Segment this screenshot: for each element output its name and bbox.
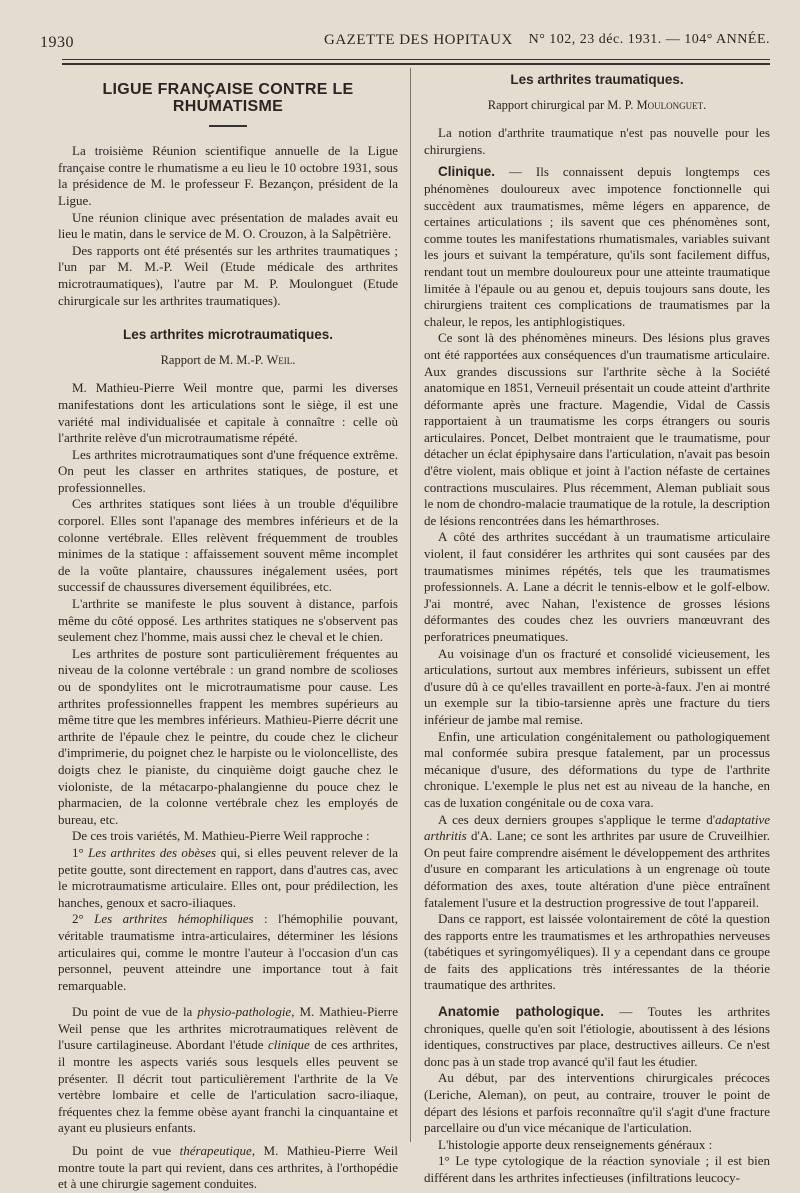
section-title: Les arthrites microtraumatiques. (122, 327, 334, 343)
header-rule-thick (62, 63, 770, 65)
paragraph: L'histologie apporte deux renseignements généraux : (438, 1136, 713, 1152)
byline-author: Weil. (266, 352, 296, 367)
byline-prefix: Rapport chirurgical par M. P. (487, 97, 634, 112)
section-title: Les arthrites traumatiques. (510, 72, 684, 87)
paragraph: A côté des arthrites succédant à un traumatisme articulaire violent, il faut considérer les arthrites qui sont causées par des traumatismes minimes répétés, tels que les traumatismes professionnels. A. Lane a décrit le tennis-elbow et le golf-elbow. J'ai montré, avec Nahan, l'existence de grosses lésions déformantes des coudes chez les ouvriers manœuvrant des perforatrices pneumatiques. (424, 529, 770, 644)
paragraph: Anatomie pathologique. — Toutes les arthrites chroniques, quelle qu'en soit l'étiologie, aboutissent à des lésions identiques, constructives par place, destructives ailleurs. Ce n'est donc pas à un stade trop avancé qu'il faut les étudier. (424, 1004, 771, 1069)
left-column (58, 66, 398, 1193)
column-divider (410, 68, 411, 1142)
paragraph: Clinique. — Ils connaissent depuis longtemps ces phénomènes douloureux avec impotence fonctionnelle qui succèdent aux traumatismes, même légers en apparence, de certaines articulations ; ils savent que ces phénomènes sont, comme toutes les manifestations rhumatismales, variables suivant les jours et suivant la température, qu'ils sont facilement diffus, rendant tout un membre douloureux pour une atteinte traumatique limitée à l'épaule ou au genou et, depuis toujours sans doute, les chirurgiens traitent ces complications de traumatismes par la chaleur, le repos, les antiphlogistiques. (424, 164, 770, 329)
list-term: Les arthrites des obèses (88, 844, 217, 860)
paragraph: 1° Le type cytologique de la réaction synoviale ; il est bien différent dans les arthrites infectieuses (infiltrations leucocy- (424, 1153, 770, 1185)
list-term: Les arthrites hémophiliques (94, 911, 254, 927)
byline (424, 97, 770, 114)
paragraph: Ces arthrites statiques sont liées à un trouble d'équilibre corporel. Elles sont l'apanage des membres inférieurs et de la colonne vertébrale. Elles relèvent fréquemment de troubles minimes de la statique : affaissement souvent même incomplet de la voûte plantaire, chaussures inégalement usées, port successif de chaussures diversement équilibrées, etc. (58, 496, 398, 595)
paragraph: De ces trois variétés, M. Mathieu-Pierre Weil rapproche : (72, 828, 370, 844)
runin-heading: Anatomie pathologique. (438, 1004, 604, 1020)
list-item (58, 845, 398, 911)
paragraph: Dans ce rapport, est laissée volontairement de côté la question des rapports entre les traumatismes et les arthropathies nerveuses (tabétiques et syringomyéliques). Il y a cependant dans ce groupe de faits des applications très intéressantes de la théorie traumatique des arthrites. (424, 911, 770, 993)
issue-info: N° 102, 23 déc. 1931. — 104° ANNÉE. (528, 32, 770, 47)
paragraph: Une réunion clinique avec présentation de malades avait eu lieu le matin, dans le service de M. O. Crouzon, à la Salpêtrière. (58, 209, 398, 242)
paragraph: L'arthrite se manifeste le plus souvent à distance, parfois même du côté opposé. Les arthrites statiques ne s'observent pas seulement chez l'homme, mais aussi chez le cheval et le chien. (58, 596, 398, 645)
paragraph: Enfin, une articulation congénitalement ou pathologiquement mal conformée subira presque fatalement, par un processus mécanique d'usure, des déformations du type de l'arthrite chronique. L'exemple le plus net est au niveau de la hanche, en cas de luxation congénitale ou de coxa vara. (424, 728, 770, 810)
running-head (40, 30, 770, 52)
list-text: : l'hémophilie pouvant, véritable traumatisme intra-articulaires, déterminer les lésions articulaires qui, comme le montre l'auteur à l'occasion d'un cas personnel, peuvent atteindre une importance tout à fait remarquable. (58, 911, 398, 993)
paragraph: Les arthrites microtraumatiques sont d'une fréquence extrême. On peut les classer en arthrites statiques, de posture, et professionnelles. (58, 446, 398, 495)
paragraph: Au début, par des interventions chirurgicales précoces (Leriche, Aleman), on peut, au contraire, trouver le point de départ des lésions et parfois reconnaître qu'il s'agit d'une fracture parcellaire ou d'un vice mécanique de l'articulation. (424, 1070, 770, 1136)
paragraph: Les arthrites de posture sont particulièrement fréquentes au niveau de la colonne vertébrale : un grand nombre de scolioses ou de spondylites ont le microtraumatisme pour cause. Les arthrites professionnelles frappent les membres supérieurs au même titre que les membres inférieurs. Mathieu-Pierre décrit une arthrite de l'épaule chez le peintre, du coude chez le clicheur d'imprimerie, du poignet chez le harpiste ou le violoncelliste, des doigts chez le pianiste, du cinquième doigt gauche chez le violoniste, de la métacarpo-phalangienne du pouce chez le pharmacien, de la colonne vertébrale chez les employés de bureau, etc. (58, 645, 398, 827)
paragraph: Du point de vue de la physio-pathologie, M. Mathieu-Pierre Weil pense que les arthrites microtraumatiques relèvent de l'usure cartilagineuse. Abordant l'étude clinique de ces arthrites, il montre les aspects variés sous lesquels elles peuvent se présenter. Il décrit tout particulièrement l'arthrite de la Ve vertèbre lombaire et celle de l'articulation sacro-iliaque, fréquentes chez la femme obèse ayant franchi la cinquantaine et ayant eu plusieurs enfants. (58, 1004, 398, 1136)
paragraph: La notion d'arthrite traumatique n'est pas nouvelle pour les chirurgiens. (424, 125, 770, 157)
paragraph: M. Mathieu-Pierre Weil montre que, parmi les diverses manifestations dont les articulations sont le siège, il est une variété mal individualisée et capitale à connaître : celle où l'arthrite relève d'un microtraumatisme répété. (58, 380, 398, 446)
page-number: 1930 (40, 34, 74, 51)
paragraph: Des rapports ont été présentés sur les arthrites traumatiques ; l'un par M. M.-P. Weil (Etude médicale des arthrites microtraumatiques), l'autre par M. P. Moulonguet (Etude chirurgicale sur les arthrites traumatiques). (58, 242, 398, 308)
list-number: 2° (72, 911, 84, 927)
header-rule (62, 59, 770, 60)
list-text: qui, si elles peuvent relever de la petite goutte, sont directement en rapport, dans d'autres cas, avec le microtraumatisme articulaire. Elles ont, pour prédilection, les hanches, genoux et sacro-iliaques. (58, 844, 398, 910)
paragraph: Du point de vue thérapeutique, M. Mathieu-Pierre Weil montre toute la part qui revient, dans ces arthrites, à l'orthopédie et à une chirurgie sagement conduites. (58, 1143, 398, 1192)
list-item (58, 911, 398, 994)
paragraph: Au voisinage d'un os fracturé et consolidé vicieusement, les articulations, surtout aux membres inférieurs, subissent un effet d'usure dû à ce qu'elles travaillent en porte-à-faux. J'en ai montré un exemple sur la tibio-tarsienne après une fracture du tiers inférieur de jambe mal remise. (424, 645, 770, 727)
runin-heading: Clinique. (438, 164, 495, 180)
paragraph: A ces deux derniers groupes s'applique le terme d'adaptative arthritis d'A. Lane; ce sont les arthrites par usure de Cruveilhier. On peut faire comprendre aisément le développement des arthrites d'usure en comparant les articulations à un engrenage où toute déformation des axes, toute altération d'une pièce entraînent fatalement l'usure et la destruction progressive de tout l'appareil. (424, 811, 770, 910)
byline (58, 352, 398, 369)
list-number: 1° (72, 844, 84, 860)
byline-author: Moulonguet. (636, 97, 707, 112)
paragraph: Ce sont là des phénomènes mineurs. Des lésions plus graves ont été rapportées aux conséquences d'un traumatisme articulaire. Aux grandes discussions sur l'arthrite sèche à la Société anatomique en 1851, Verneuil présentait un coude atteint d'arthrite déformante après une fracture. Magendie, Vidal de Cassis rapportaient à un traumatisme les corps étrangers ou souris articulaires. Poncet, Delbet montraient que le traumatisme, pour détacher un éclat épiphysaire dans l'articulation, n'avait pas besoin d'être violent, mais oblique et joint à l'action néfaste de certaines contractions musculaires. Plus récemment, Aleman publiait sous le nom de chondro-malacie traumatique de la rotule, la description de lésions rencontrées dans les hémarthroses. (424, 330, 770, 528)
journal-title: GAZETTE DES HOPITAUX (324, 32, 513, 48)
article-title: LIGUE FRANÇAISE CONTRE LE RHUMATISME (102, 81, 354, 115)
paragraph: La troisième Réunion scientifique annuelle de la Ligue française contre le rhumatisme a eu lieu le 10 octobre 1931, sous la présidence de M. le professeur F. Bezançon, président de la Ligue. (58, 143, 398, 208)
byline-prefix: Rapport de M. M.-P. (160, 352, 264, 367)
title-rule (209, 125, 247, 127)
right-column (424, 66, 770, 1187)
